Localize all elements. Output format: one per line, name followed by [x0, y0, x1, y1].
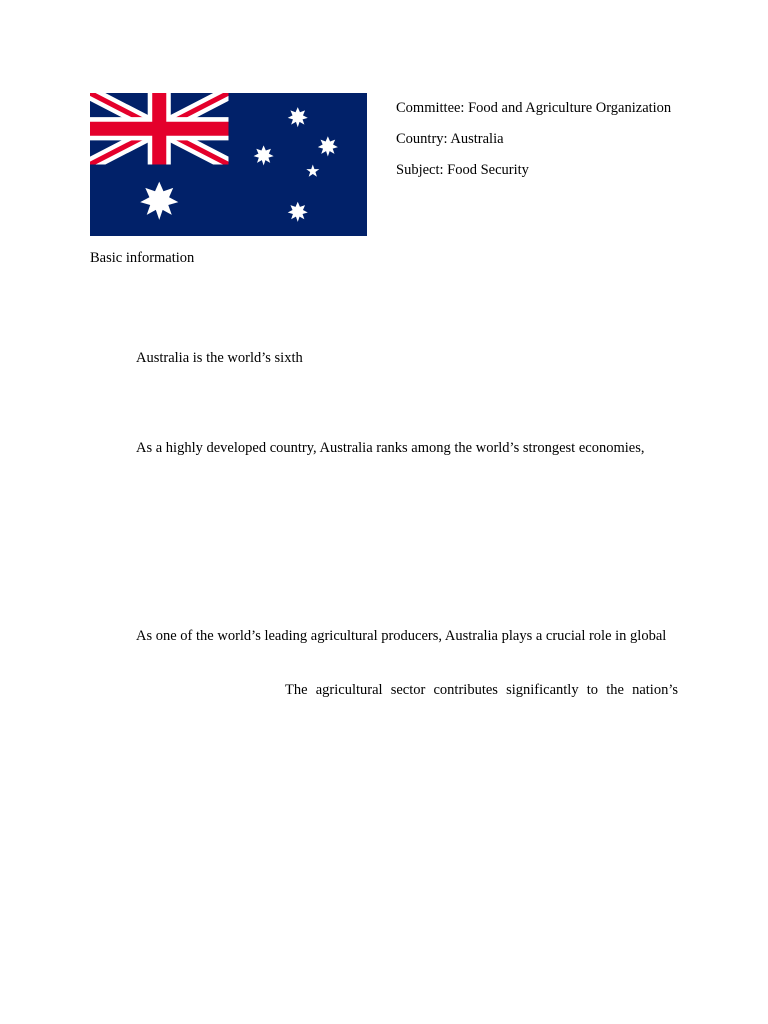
country-line: Country: Australia: [396, 131, 504, 147]
committee-line: Committee: Food and Agriculture Organization: [396, 100, 672, 116]
paragraph-2: As a highly developed country, Australia ranks among the world’s strongest economies,: [136, 440, 645, 456]
paragraph-4: The agricultural sector contributes significantly to the nation’s: [285, 682, 678, 698]
section-heading: Basic information: [90, 250, 195, 266]
paragraph-3: As one of the world’s leading agricultural producers, Australia plays a crucial role in global: [136, 628, 667, 644]
subject-line: Subject: Food Security: [396, 162, 529, 178]
australian-flag-icon: [90, 93, 367, 236]
paragraph-1: Australia is the world’s sixth: [136, 350, 303, 366]
